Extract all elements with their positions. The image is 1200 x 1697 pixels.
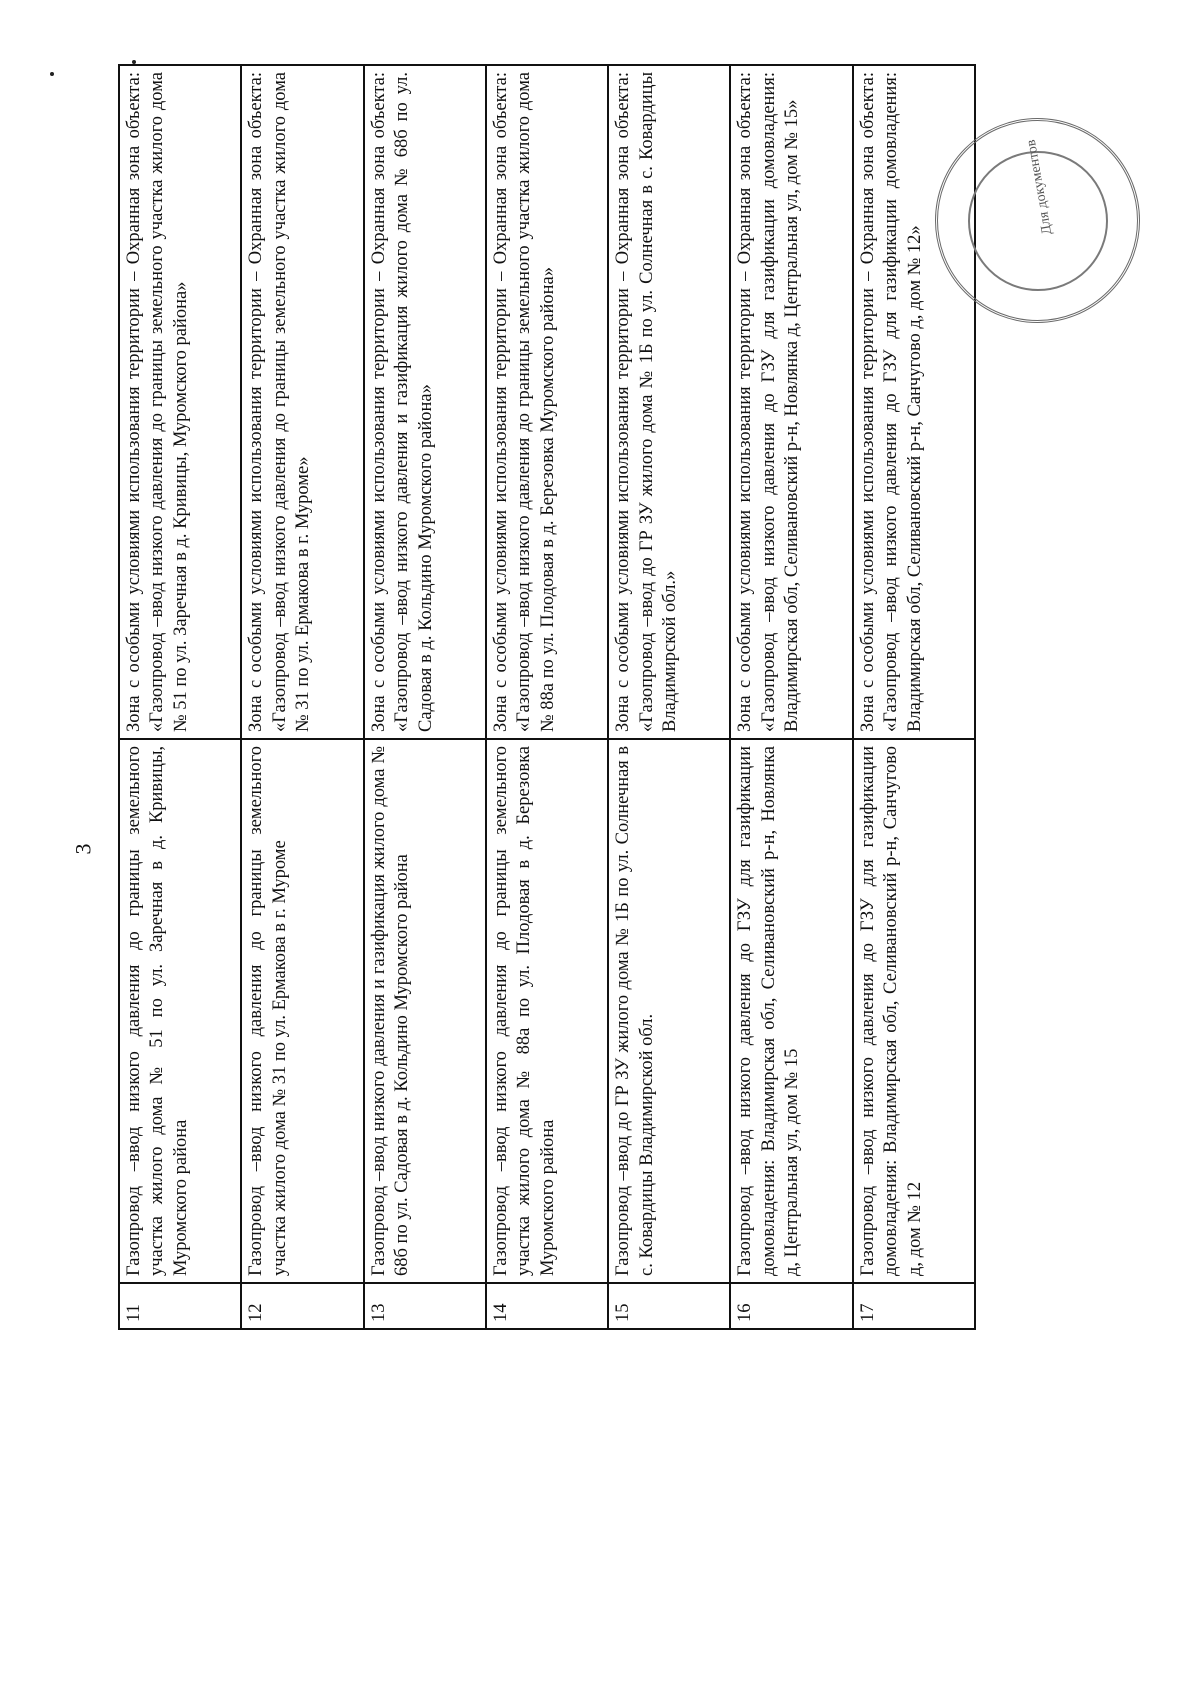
object-name-cell: Газопровод –ввод низкого давления до границы земельного участка жилого дома № 88а по ул. Плодовая в д. Березовка Муромского района — [486, 739, 608, 1283]
zone-description-cell: Зона с особыми условиями использования территории – Охранная зона объекта: «Газопровод –ввод низкого давления до границы земельного участка жилого дома № 88а по ул. Плодовая в д. Березовка Муромского района» — [486, 65, 608, 739]
table-row — [364, 65, 486, 1329]
row-number: 11 — [119, 1283, 241, 1329]
official-seal-stamp — [935, 118, 1140, 323]
seal-caption: Для документов — [1023, 138, 1056, 236]
zone-description-cell: Зона с особыми условиями использования территории – Охранная зона объекта: «Газопровод –ввод низкого давления и газификация жилого дома № 68б по ул. Садовая в д. Кольдино Муромского района» — [364, 65, 486, 739]
table-row — [119, 65, 241, 1329]
table-row — [730, 65, 852, 1329]
rotated-table-container — [118, 72, 976, 1330]
row-number: 17 — [853, 1283, 975, 1329]
object-name-cell: Газопровод –ввод низкого давления до границы земельного участка жилого дома № 31 по ул. Ермакова в г. Муроме — [241, 739, 363, 1283]
object-name-cell: Газопровод –ввод до ГР ЗУ жилого дома № 1Б по ул. Солнечная в с. Ковардицы Владимирской обл. — [608, 739, 730, 1283]
row-number: 13 — [364, 1283, 486, 1329]
row-number: 15 — [608, 1283, 730, 1329]
object-name-cell: Газопровод –ввод низкого давления до ГЗУ для газификации домовладения: Владимирская обл, Селивановский р-н, Новлянка д, Центральная ул, дом № 15 — [730, 739, 852, 1283]
zone-description-cell: Зона с особыми условиями использования территории – Охранная зона объекта: «Газопровод –ввод низкого давления до ГЗУ для газификации домовладения: Владимирская обл, Селивановский р-н, Новлянка д, Центральная ул, дом № 15» — [730, 65, 852, 739]
table-row — [608, 65, 730, 1329]
page-number: 3 — [70, 843, 96, 855]
object-name-cell: Газопровод –ввод низкого давления и газификация жилого дома № 68б по ул. Садовая в д. Кольдино Муромского района — [364, 739, 486, 1283]
row-number: 14 — [486, 1283, 608, 1329]
zone-description-cell: Зона с особыми условиями использования территории – Охранная зона объекта: «Газопровод –ввод низкого давления до границы земельного участка жилого дома № 51 по ул. Заречная в д. Кривицы, Муромского района» — [119, 65, 241, 739]
zone-description-cell: Зона с особыми условиями использования территории – Охранная зона объекта: «Газопровод –ввод низкого давления до границы земельного участка жилого дома № 31 по ул. Ермакова в г. Муроме» — [241, 65, 363, 739]
scan-speck — [50, 72, 54, 76]
table-row — [241, 65, 363, 1329]
table-row — [486, 65, 608, 1329]
row-number: 16 — [730, 1283, 852, 1329]
object-name-cell: Газопровод –ввод низкого давления до границы земельного участка жилого дома № 51 по ул. Заречная в д. Кривицы, Муромского района — [119, 739, 241, 1283]
zone-description-cell: Зона с особыми условиями использования территории – Охранная зона объекта: «Газопровод –ввод низкого давления до ГЗУ для газификации домовладения: Владимирская обл, Селивановский р-н, Санчугово д, дом № 12» — [853, 65, 975, 739]
objects-table — [118, 64, 976, 1330]
object-name-cell: Газопровод –ввод низкого давления до ГЗУ для газификации домовладения: Владимирская обл, Селивановский р-н, Санчугово д, дом № 12 — [853, 739, 975, 1283]
row-number: 12 — [241, 1283, 363, 1329]
zone-description-cell: Зона с особыми условиями использования территории – Охранная зона объекта: «Газопровод –ввод до ГР ЗУ жилого дома № 1Б по ул. Солнечная в с. Ковардицы Владимирской обл.» — [608, 65, 730, 739]
